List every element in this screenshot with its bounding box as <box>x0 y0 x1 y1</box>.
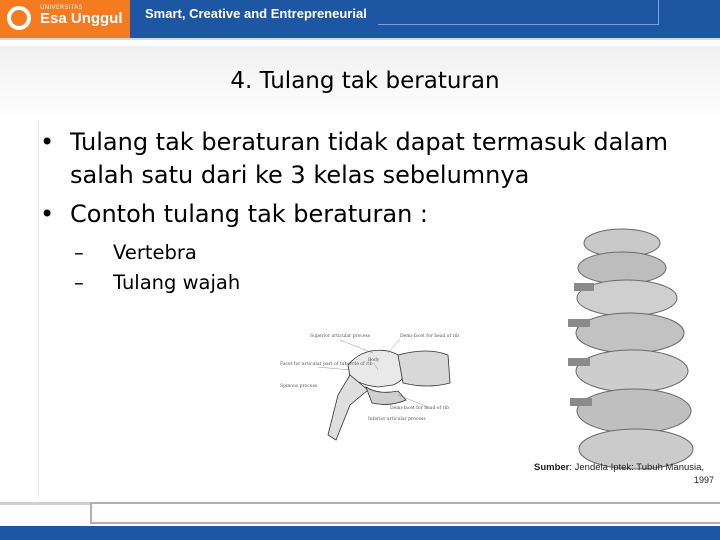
slide-title: 4. Tulang tak beraturan <box>230 68 500 94</box>
bullet-marker: • <box>40 200 55 228</box>
image-source-text: : Jendela Iptek: Tubuh Manusia, <box>569 462 705 473</box>
vertebra-illustration <box>278 325 468 465</box>
header-divider-vertical <box>658 0 659 25</box>
logo-name: Esa Unggul <box>40 10 123 27</box>
footer-bar <box>0 526 720 540</box>
header-divider <box>378 24 658 25</box>
image-source-label: Sumber <box>534 462 570 473</box>
tagline: Smart, Creative and Entrepreneurial <box>145 6 367 21</box>
image-source-year: 1997 <box>694 475 715 485</box>
bullet-text: Contoh tulang tak beraturan : <box>70 200 428 228</box>
header-bar <box>0 0 720 40</box>
sub-bullet-marker: – <box>74 241 84 264</box>
logo-emblem-icon <box>7 6 31 30</box>
vertebra-label-spinous: Spinous process <box>280 384 318 389</box>
spine-photo <box>522 223 718 487</box>
bullet-marker: • <box>40 128 55 156</box>
sub-bullet-text: Vertebra <box>113 241 197 264</box>
logo-caption: UNIVERSITAS <box>40 4 83 11</box>
vertebra-label-inferior: Inferior articular process <box>368 417 426 422</box>
vertebra-label-facet: Facet for articular part of tubercle of rib <box>280 362 373 367</box>
sub-bullet-text: Tulang wajah <box>113 271 241 294</box>
vertebra-label-demifacet: Demi-facet for head of rib <box>400 334 460 339</box>
footer-frame <box>90 502 720 524</box>
bullet-text: Tulang tak beraturan tidak dapat termasuk dalam salah satu dari ke 3 kelas sebelumnya <box>70 128 669 189</box>
vertebra-label-body: Body <box>368 358 380 363</box>
vertebra-label-demifacet-lower: Demi-facet for head of rib <box>390 406 450 411</box>
vertebra-label-superior: Superior articular process <box>310 334 371 339</box>
sub-bullet-marker: – <box>74 271 84 294</box>
bullet-item <box>40 126 700 192</box>
left-rule <box>38 120 39 498</box>
image-source <box>534 462 704 473</box>
university-logo <box>0 0 130 38</box>
